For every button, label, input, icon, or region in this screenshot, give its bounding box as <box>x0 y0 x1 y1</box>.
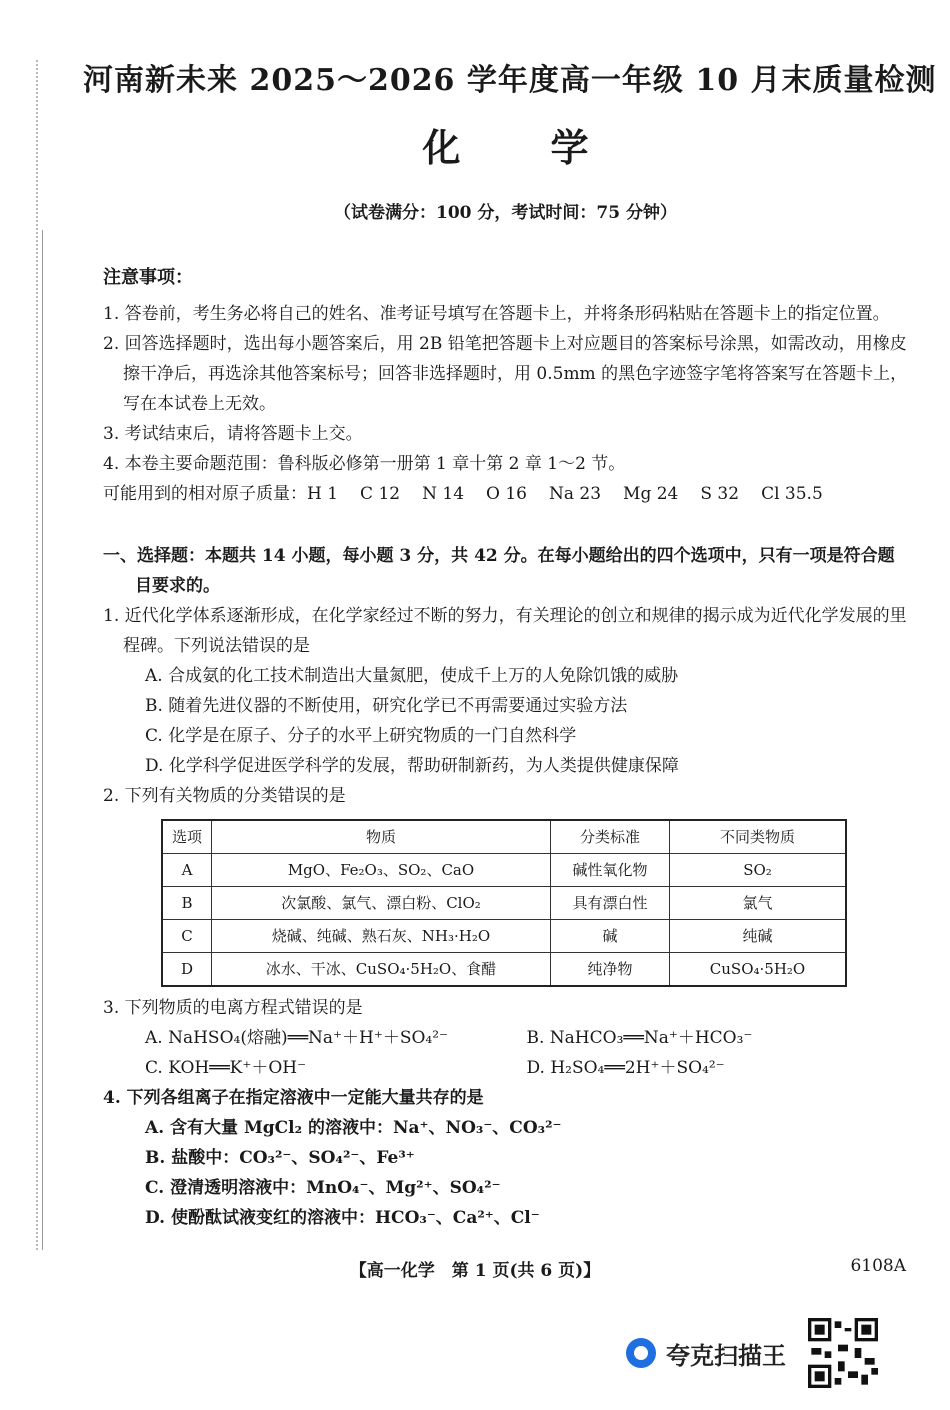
notice-item: 2. 回答选择题时，选出每小题答案后，用 2B 铅笔把答题卡上对应题目的答案标号涂黑，如需改动，用橡皮擦干净后，再选涂其他答案标号；回答非选择题时，用 0.5mm 的黑色字迹签字笔将答案写在答题卡上，写在本试卷上无效。 <box>103 334 908 414</box>
table-cell: D <box>162 953 212 987</box>
option-b: B. NaHCO₃══Na⁺＋HCO₃⁻ <box>526 1028 753 1048</box>
atomic-mass: Mg 24 <box>623 484 679 504</box>
table-header-row <box>162 820 846 854</box>
exam-page <box>83 55 937 1233</box>
table-cell: SO₂ <box>670 854 847 887</box>
table-cell: CuSO₄·5H₂O <box>670 953 847 987</box>
atomic-masses <box>103 479 908 509</box>
watermark-text: 夸克扫描王 <box>666 1341 786 1370</box>
subject-title: 化学 <box>422 125 679 170</box>
table-row <box>162 920 846 953</box>
table-row <box>162 953 846 987</box>
notice-item: 4. 本卷主要命题范围：鲁科版必修第一册第 1 章十第 2 章 1～2 节。 <box>103 454 626 474</box>
table-cell: 碱性氧化物 <box>551 854 670 887</box>
atomic-mass: Cl 35.5 <box>761 484 823 504</box>
option-d: D. H₂SO₄══2H⁺＋SO₄²⁻ <box>526 1058 725 1078</box>
table-cell: 碱 <box>551 920 670 953</box>
table-cell: 氯气 <box>670 887 847 920</box>
exam-meta: （试卷满分：100 分，考试时间：75 分钟） <box>334 203 677 223</box>
question-stem: 1. 近代化学体系逐渐形成，在化学家经过不断的努力，有关理论的创立和规律的揭示成为近代化学发展的里程碑。下列说法错误的是 <box>103 606 907 656</box>
exam-title: 河南新未来 2025～2026 学年度高一年级 10 月末质量检测 <box>83 63 937 98</box>
question-4 <box>103 1083 908 1233</box>
question-stem: 2. 下列有关物质的分类错误的是 <box>103 786 346 806</box>
classification-table <box>161 819 847 987</box>
binding-dotted-line <box>36 60 38 1250</box>
option-c: C. KOH══K⁺＋OH⁻ <box>145 1058 307 1078</box>
notice-item: 3. 考试结束后，请将答题卡上交。 <box>103 424 363 444</box>
question-3 <box>103 993 908 1083</box>
table-header: 分类标准 <box>551 820 670 854</box>
binding-solid-line <box>42 230 43 1250</box>
table-cell: 冰水、干冰、CuSO₄·5H₂O、食醋 <box>212 953 551 987</box>
table-cell: 纯净物 <box>551 953 670 987</box>
table-cell: 具有漂白性 <box>551 887 670 920</box>
option-a: A. 含有大量 MgCl₂ 的溶液中：Na⁺、NO₃⁻、CO₃²⁻ <box>145 1118 562 1138</box>
atomic-label: 可能用到的相对原子质量：H 1 <box>103 484 339 504</box>
page-footer: 【高一化学 第 1 页(共 6 页)】 <box>349 1261 601 1281</box>
document-code: 6108A <box>850 1256 906 1276</box>
option-a: A. 合成氨的化工技术制造出大量氮肥，使成千上万的人免除饥饿的威胁 <box>145 666 679 686</box>
table-cell: C <box>162 920 212 953</box>
quark-logo-icon <box>626 1338 656 1368</box>
option-c: C. 澄清透明溶液中：MnO₄⁻、Mg²⁺、SO₄²⁻ <box>145 1178 501 1198</box>
atomic-mass: C 12 <box>360 484 401 504</box>
option-b: B. 随着先进仪器的不断使用，研究化学已不再需要通过实验方法 <box>145 696 628 716</box>
scanner-watermark <box>626 1318 878 1388</box>
table-header: 选项 <box>162 820 212 854</box>
notice-heading: 注意事项： <box>103 267 193 288</box>
table-cell: 次氯酸、氯气、漂白粉、ClO₂ <box>212 887 551 920</box>
question-2 <box>103 781 908 987</box>
question-stem: 3. 下列物质的电离方程式错误的是 <box>103 998 363 1018</box>
atomic-mass: S 32 <box>700 484 740 504</box>
table-cell: 纯碱 <box>670 920 847 953</box>
section-heading: 一、选择题：本题共 14 小题，每小题 3 分，共 42 分。在每小题给出的四个选项中，只有一项是符合题目要求的。 <box>103 546 895 596</box>
table-cell: B <box>162 887 212 920</box>
option-row <box>103 1023 908 1053</box>
atomic-mass: O 16 <box>486 484 527 504</box>
atomic-mass: N 14 <box>422 484 465 504</box>
qr-code-icon <box>808 1318 878 1388</box>
option-b: B. 盐酸中：CO₃²⁻、SO₄²⁻、Fe³⁺ <box>145 1148 415 1168</box>
table-cell: MgO、Fe₂O₃、SO₂、CaO <box>212 854 551 887</box>
table-row <box>162 854 846 887</box>
table-cell: A <box>162 854 212 887</box>
option-d: D. 使酚酞试液变红的溶液中：HCO₃⁻、Ca²⁺、Cl⁻ <box>145 1208 540 1228</box>
table-row <box>162 887 846 920</box>
table-header: 物质 <box>212 820 551 854</box>
option-row <box>103 1053 908 1083</box>
atomic-mass: Na 23 <box>549 484 602 504</box>
question-1 <box>103 601 908 781</box>
notice-list <box>103 299 908 509</box>
table-header: 不同类物质 <box>670 820 847 854</box>
option-d: D. 化学科学促进医学科学的发展，帮助研制新药，为人类提供健康保障 <box>145 756 679 776</box>
option-a: A. NaHSO₄(熔融)══Na⁺＋H⁺＋SO₄²⁻ <box>145 1028 449 1048</box>
table-cell: 烧碱、纯碱、熟石灰、NH₃·H₂O <box>212 920 551 953</box>
option-c: C. 化学是在原子、分子的水平上研究物质的一门自然科学 <box>145 726 577 746</box>
question-stem: 4. 下列各组离子在指定溶液中一定能大量共存的是 <box>103 1088 484 1108</box>
notice-item: 1. 答卷前，考生务必将自己的姓名、准考证号填写在答题卡上，并将条形码粘贴在答题卡上的指定位置。 <box>103 304 890 324</box>
